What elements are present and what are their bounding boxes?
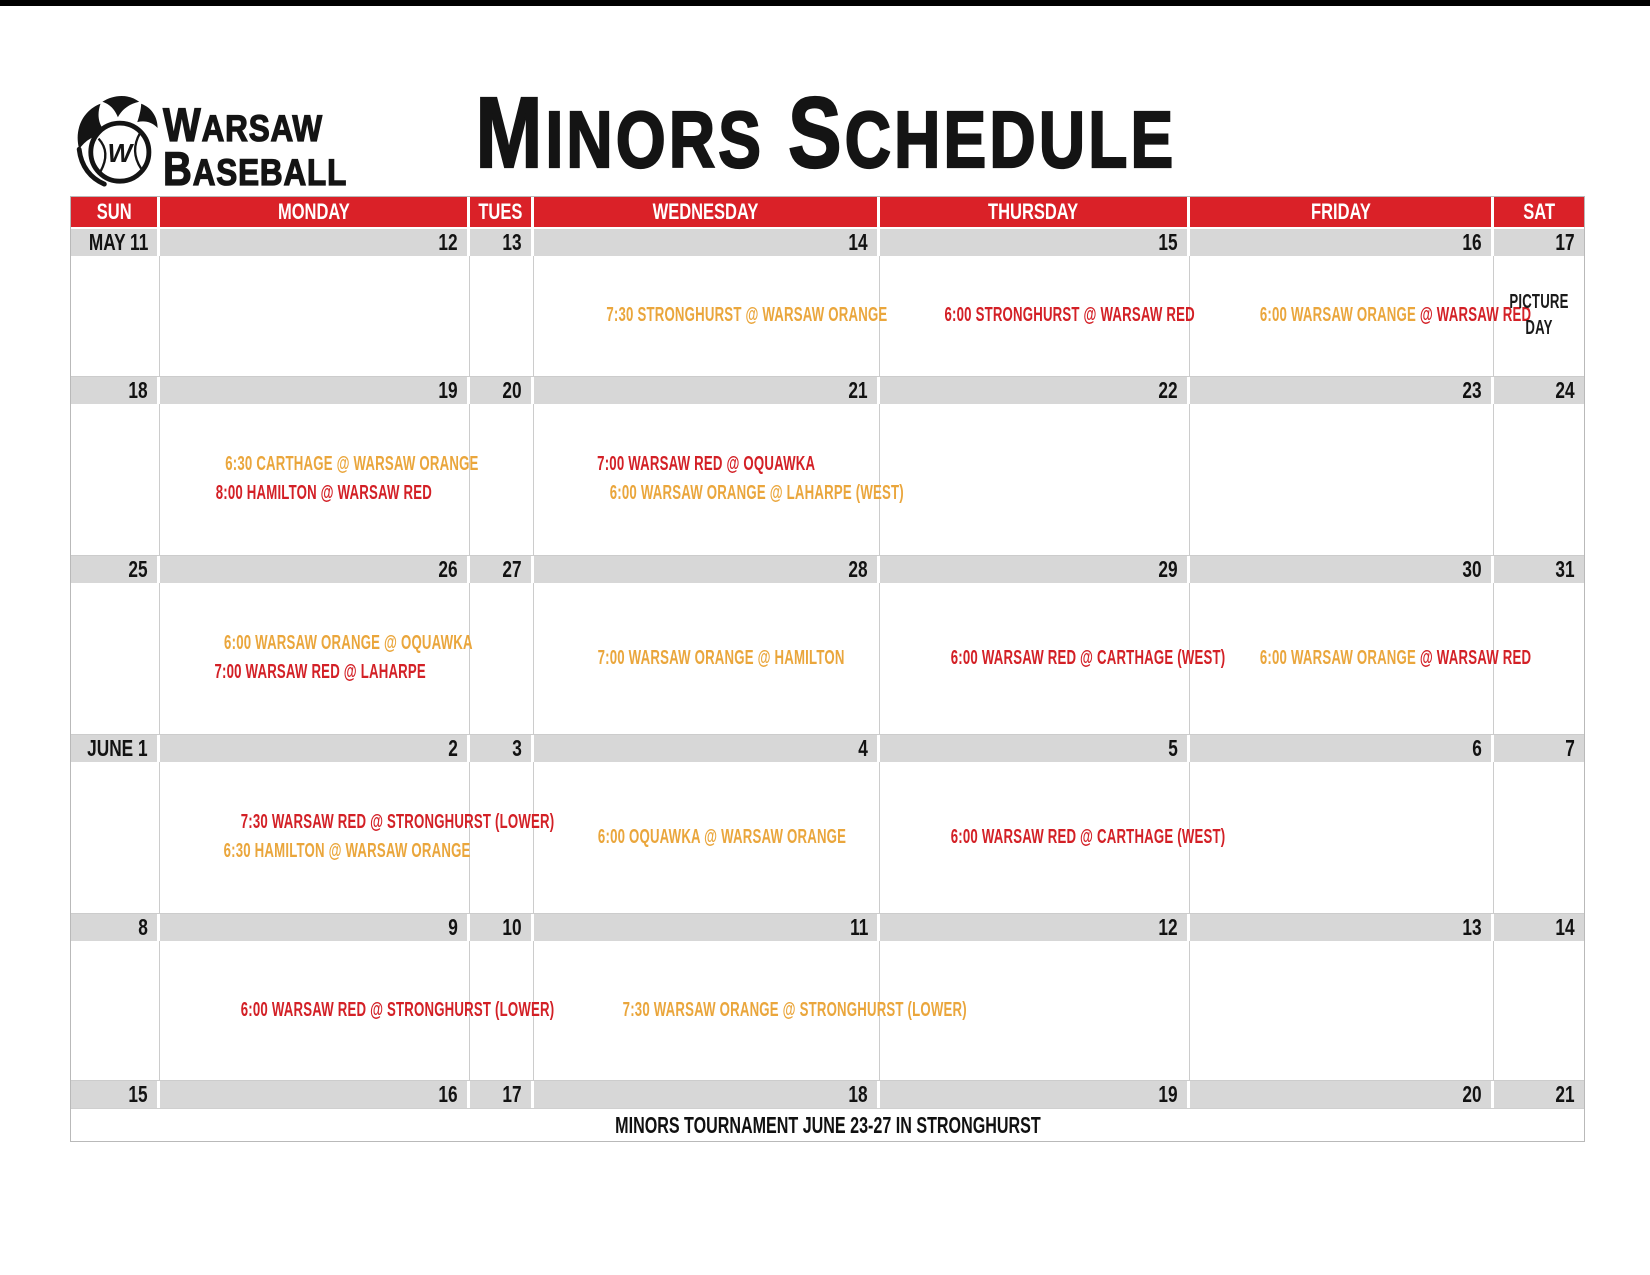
game-entry (160, 630, 473, 658)
date-cell (160, 556, 470, 583)
date-label: 6 (1472, 735, 1482, 761)
date-cell (1190, 556, 1494, 583)
day-content-cell (1494, 762, 1584, 914)
game-entry (880, 824, 1226, 852)
game-segment: 6:00 OQUAWKA @ WARSAW ORANGE (597, 825, 847, 848)
game-text (1260, 302, 1531, 328)
date-cell (1494, 556, 1584, 583)
date-label: 4 (858, 735, 868, 761)
game-segment: 6:00 WARSAW ORANGE @ LAHARPE (WEST) (609, 482, 904, 504)
date-label: 11 (849, 914, 868, 940)
game-entry (1190, 645, 1532, 673)
game-segment: 6:00 STRONGHURST @ WARSAW RED (944, 304, 1195, 326)
date-cell (1190, 914, 1494, 941)
date-cell (160, 377, 470, 404)
game-entry (160, 451, 479, 479)
date-label: MAY 11 (88, 229, 148, 255)
date-cell (470, 556, 534, 583)
game-text (598, 824, 846, 850)
tournament-banner-text: MINORS TOURNAMENT JUNE 23-27 IN STRONGHURST (614, 1111, 1041, 1138)
day-content-cell (71, 941, 160, 1081)
date-label: 20 (502, 377, 522, 403)
day-header-label: FRIDAY (1310, 199, 1371, 224)
day-content-cell (880, 404, 1190, 556)
date-label: 8 (138, 914, 148, 940)
games-list (534, 451, 904, 508)
game-entry (534, 997, 967, 1025)
date-cell (160, 1081, 470, 1108)
game-entry (534, 645, 879, 673)
date-cell (1190, 377, 1494, 404)
day-content-cell (880, 762, 1226, 914)
game-text (216, 480, 432, 506)
date-label: 2 (448, 735, 458, 761)
date-cell (1494, 735, 1584, 762)
date-cell (880, 735, 1190, 762)
game-segment: 6:00 WARSAW ORANGE (1259, 646, 1420, 669)
day-header-wednesday (534, 197, 880, 229)
games-list (160, 997, 555, 1025)
game-segment: 7:00 WARSAW RED @ LAHARPE (214, 661, 426, 683)
date-label: 21 (848, 377, 868, 403)
game-segment: 7:30 STRONGHURST @ WARSAW ORANGE (606, 304, 888, 326)
top-border-bar (0, 0, 1650, 6)
logo-monogram: W (107, 137, 133, 168)
date-cell (880, 556, 1190, 583)
day-content-cell (71, 583, 160, 735)
game-text (951, 645, 1226, 671)
game-text (597, 451, 815, 477)
game-text (623, 997, 967, 1023)
game-segment: @ WARSAW RED (1419, 304, 1532, 326)
date-label: JUNE 1 (87, 735, 148, 761)
games-list (880, 645, 1226, 673)
date-label: 21 (1555, 1081, 1575, 1107)
day-content-cell (1190, 256, 1532, 377)
date-cell (1494, 377, 1584, 404)
date-label: 16 (1462, 229, 1482, 255)
game-segment: 8:00 HAMILTON @ WARSAW RED (215, 482, 432, 504)
date-cell (534, 377, 880, 404)
date-cell (880, 377, 1190, 404)
game-segment: 6:00 WARSAW RED @ CARTHAGE (WEST) (950, 646, 1226, 669)
games-list (534, 645, 879, 673)
game-text (214, 659, 425, 685)
day-content-cell (160, 762, 555, 914)
date-label: 13 (502, 229, 522, 255)
date-cell (71, 229, 160, 256)
day-header-thursday (880, 197, 1190, 229)
date-cell (71, 914, 160, 941)
game-text (951, 824, 1226, 850)
day-content-cell (470, 583, 534, 735)
game-entry (534, 451, 879, 479)
game-segment: 6:00 WARSAW ORANGE (1259, 304, 1420, 326)
game-entry (160, 480, 469, 508)
game-entry (880, 302, 1195, 330)
games-list (534, 824, 879, 852)
date-cell (470, 735, 534, 762)
logo-word1-initial: W (163, 98, 202, 151)
game-segment: 7:00 WARSAW ORANGE @ HAMILTON (597, 646, 845, 669)
date-cell (160, 735, 470, 762)
game-segment: 6:00 WARSAW ORANGE @ OQUAWKA (224, 632, 473, 654)
title-word1-initial: M (476, 77, 546, 189)
game-entry (880, 645, 1226, 673)
game-text (1509, 289, 1568, 341)
game-entry (534, 302, 888, 330)
game-segment: PICTURE DAY (1509, 291, 1569, 339)
date-label: 19 (438, 377, 458, 403)
day-header-label: MONDAY (277, 199, 350, 224)
title-word2-rest: CHEDULE (845, 95, 1177, 184)
date-label: 15 (1158, 229, 1178, 255)
day-header-sat (1494, 197, 1584, 229)
logo-word2-initial: B (163, 142, 193, 196)
day-content-cell (534, 256, 888, 377)
date-cell (470, 914, 534, 941)
game-entry (534, 480, 904, 508)
day-content-cell (534, 583, 880, 735)
logo-word2-rest: ASEBALL (192, 152, 348, 194)
date-cell (470, 1081, 534, 1108)
day-content-cell (160, 941, 555, 1081)
date-cell (71, 556, 160, 583)
games-list (160, 809, 555, 866)
date-cell (1190, 1081, 1494, 1108)
date-label: 23 (1462, 377, 1482, 403)
date-cell (534, 556, 880, 583)
day-content-cell (1190, 762, 1494, 914)
day-content-cell (1190, 941, 1494, 1081)
games-list (160, 630, 473, 687)
game-segment: @ WARSAW RED (1419, 646, 1532, 669)
date-cell (880, 1081, 1190, 1108)
game-text (606, 302, 887, 328)
date-label: 19 (1158, 1081, 1178, 1107)
date-label: 22 (1158, 377, 1178, 403)
date-cell (534, 914, 880, 941)
day-content-cell (160, 404, 479, 556)
date-cell (71, 377, 160, 404)
games-list (880, 302, 1195, 330)
game-segment: 6:30 CARTHAGE @ WARSAW ORANGE (225, 453, 479, 475)
game-entry (160, 659, 469, 687)
day-content-cell (534, 941, 967, 1081)
game-text (610, 480, 904, 506)
game-segment: 7:00 WARSAW RED @ OQUAWKA (597, 453, 816, 475)
date-label: 20 (1462, 1081, 1482, 1107)
game-text (1260, 645, 1531, 671)
date-cell (1494, 914, 1584, 941)
game-entry (1190, 302, 1532, 330)
logo-word1-rest: ARSAW (201, 108, 323, 149)
games-list (1190, 302, 1532, 330)
game-entry (534, 824, 879, 852)
date-cell (534, 735, 880, 762)
schedule-calendar (70, 196, 1585, 1142)
game-segment: 7:30 WARSAW RED @ STRONGHURST (LOWER) (240, 811, 555, 833)
day-content-cell (880, 583, 1226, 735)
date-label: 14 (848, 229, 868, 255)
day-content-cell (71, 762, 160, 914)
game-text (224, 630, 473, 656)
game-text (241, 997, 555, 1023)
games-list (534, 302, 888, 330)
day-header-friday (1190, 197, 1494, 229)
date-cell (880, 229, 1190, 256)
date-label: 15 (128, 1081, 148, 1107)
day-content-cell (160, 256, 470, 377)
date-cell (534, 1081, 880, 1108)
date-label: 26 (438, 556, 458, 582)
date-label: 3 (512, 735, 522, 761)
games-list (1190, 645, 1532, 673)
title-word2-initial: S (788, 77, 846, 189)
date-cell (880, 914, 1190, 941)
day-header-sun (71, 197, 160, 229)
date-label: 13 (1462, 914, 1482, 940)
date-cell (71, 735, 160, 762)
day-content-cell (1494, 404, 1584, 556)
date-label: 9 (448, 914, 458, 940)
day-content-cell (1190, 583, 1532, 735)
day-content-cell (470, 762, 534, 914)
day-header-tues (470, 197, 534, 229)
day-content-cell (534, 404, 904, 556)
games-list (534, 997, 967, 1025)
day-header-label: WEDNESDAY (652, 199, 759, 224)
game-segment: 6:00 WARSAW RED @ STRONGHURST (LOWER) (240, 998, 555, 1021)
date-label: 12 (1158, 914, 1178, 940)
date-cell (470, 377, 534, 404)
tournament-banner (71, 1108, 1584, 1141)
day-content-cell (880, 256, 1195, 377)
date-label: 7 (1565, 735, 1575, 761)
game-entry (160, 997, 555, 1025)
date-cell (160, 914, 470, 941)
game-text (224, 838, 471, 864)
date-label: 24 (1555, 377, 1575, 403)
game-entry (160, 809, 555, 837)
day-content-cell (160, 583, 473, 735)
date-cell (1190, 229, 1494, 256)
game-text (598, 645, 845, 671)
date-cell (160, 229, 470, 256)
day-content-cell (71, 256, 160, 377)
day-content-cell (534, 762, 880, 914)
date-label: 17 (1555, 229, 1575, 255)
title-word1-rest: INORS (545, 95, 765, 184)
games-list (880, 824, 1226, 852)
date-cell (1494, 229, 1584, 256)
date-cell (71, 1081, 160, 1108)
date-label: 31 (1555, 556, 1575, 582)
date-cell (1190, 735, 1494, 762)
date-label: 30 (1462, 556, 1482, 582)
game-text (225, 451, 478, 477)
date-cell (534, 229, 880, 256)
day-content-cell (470, 404, 534, 556)
day-header-label: SUN (96, 199, 132, 224)
game-segment: 6:00 WARSAW RED @ CARTHAGE (WEST) (950, 825, 1226, 848)
date-cell (1494, 1081, 1584, 1108)
game-segment: 6:30 HAMILTON @ WARSAW ORANGE (223, 840, 471, 862)
day-content-cell (1494, 941, 1584, 1081)
date-label: 5 (1168, 735, 1178, 761)
date-label: 18 (128, 377, 148, 403)
day-header-monday (160, 197, 470, 229)
game-entry (160, 838, 469, 866)
date-label: 27 (502, 556, 522, 582)
date-label: 25 (128, 556, 148, 582)
date-cell (470, 229, 534, 256)
date-label: 14 (1555, 914, 1575, 940)
date-label: 12 (438, 229, 458, 255)
day-content-cell (1190, 404, 1494, 556)
day-content-cell (71, 404, 160, 556)
game-text (241, 809, 555, 835)
date-label: 10 (502, 914, 522, 940)
game-text (944, 302, 1194, 328)
day-content-cell (470, 256, 534, 377)
date-label: 18 (848, 1081, 868, 1107)
games-list (160, 451, 479, 508)
date-label: 29 (1158, 556, 1178, 582)
day-header-label: SAT (1523, 199, 1555, 224)
game-segment: 7:30 WARSAW ORANGE @ STRONGHURST (LOWER) (622, 998, 967, 1021)
day-header-label: TUES (478, 199, 523, 224)
date-label: 28 (848, 556, 868, 582)
page-title (70, 77, 1583, 189)
date-label: 16 (438, 1081, 458, 1107)
date-label: 17 (502, 1081, 522, 1107)
day-header-label: THURSDAY (988, 199, 1079, 224)
